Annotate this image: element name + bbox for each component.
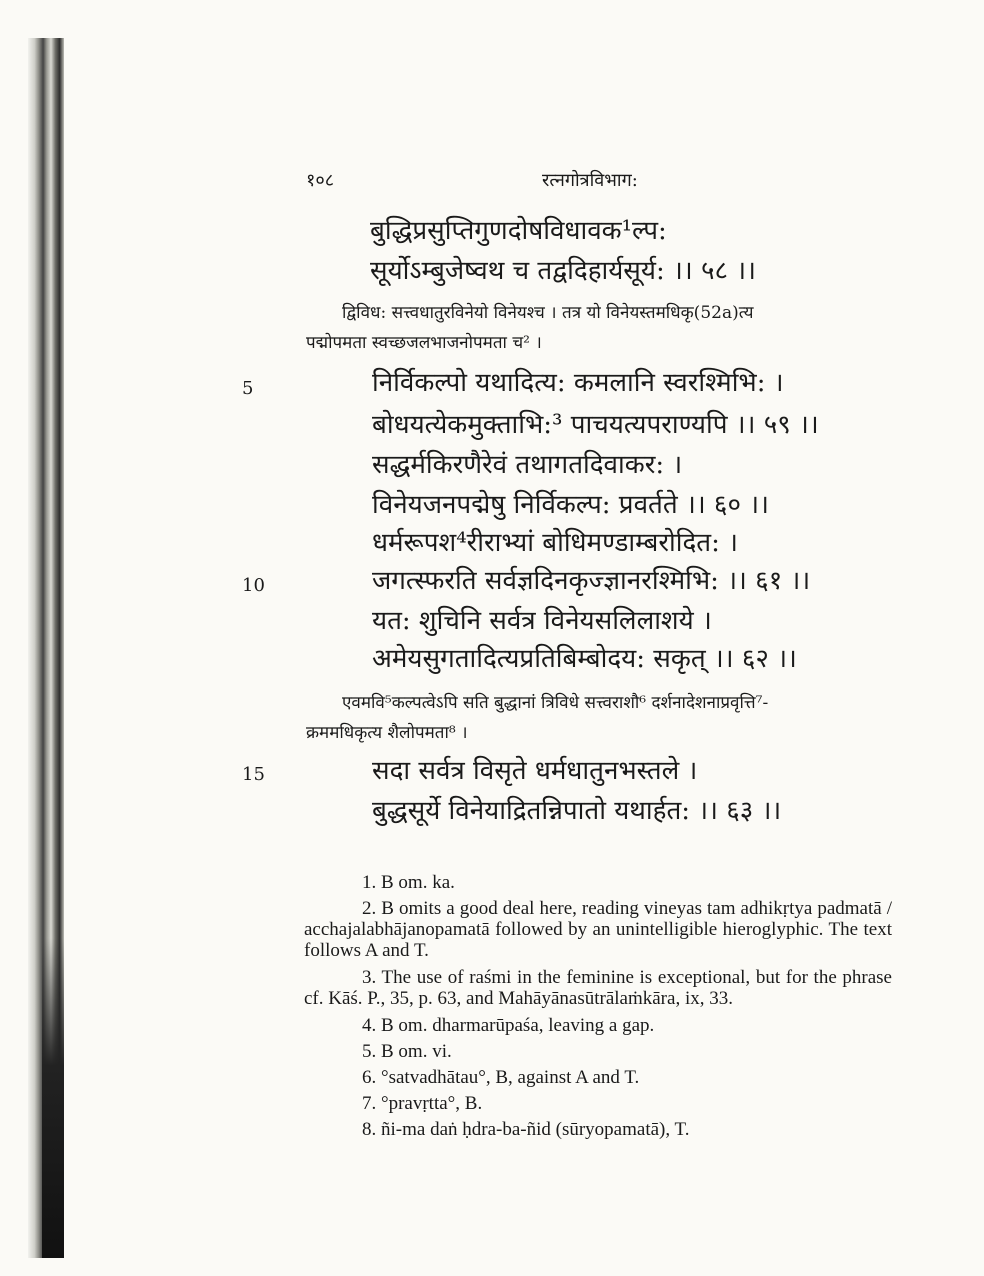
footnotes — [304, 872, 892, 1145]
verse-58-line-2: सूर्योऽम्बुजेष्वथ च तद्वदिहार्यसूर्य: ।। ५८ ।। — [370, 256, 756, 286]
line-number-10: 10 — [242, 575, 265, 596]
line-number-15: 15 — [242, 764, 265, 785]
footnote-8: 8. ñi-ma daṅ ḥdra-ba-ñid (sūryopamatā), T. — [362, 1119, 690, 1140]
footnote-1: 1. B om. ka. — [362, 872, 455, 893]
verse-63-line-1: सदा सर्वत्र विसृते धर्मधातुनभस्तले । — [372, 756, 698, 786]
verse-58-line-1: बुद्धिप्रसुप्तिगुणदोषविधावक¹ल्प: — [370, 216, 667, 246]
page-number: १०८ — [306, 170, 335, 191]
footnote-2: 2. B omits a good deal here, reading vineyas tam adhikṛtya padmatā / acchajalabhājanopamatā followed by an unintelligible hieroglyphic. The text follows A and T. — [304, 898, 892, 961]
book-spine-shadow — [28, 38, 64, 1258]
footnote-7: 7. °pravṛtta°, B. — [362, 1093, 483, 1114]
verse-62-line-2: अमेयसुगतादित्यप्रतिबिम्बोदय: सकृत् ।। ६२ ।। — [372, 644, 797, 674]
running-title: रत्नगोत्रविभाग: — [542, 170, 638, 191]
commentary-line: एवमवि⁵कल्पत्वेऽपि सति बुद्धानां त्रिविधे सत्त्वराशौ⁶ दर्शनादेशनाप्रवृत्ति⁷- — [342, 693, 769, 713]
footnote-3: 3. The use of raśmi in the feminine is exceptional, but for the phrase cf. Kāś. P., 35, p. 63, and Mahāyānasūtrālaṁkāra, ix, 33. — [304, 967, 892, 1009]
commentary-line: क्रममधिकृत्य शैलोपमता⁸ । — [306, 723, 468, 743]
verse-62-line-1: यत: शुचिनि सर्वत्र विनेयसलिलाशये । — [372, 606, 712, 636]
verse-63-line-2: बुद्धसूर्ये विनेयाद्रितन्निपातो यथार्हत: ।। ६३ ।। — [372, 796, 782, 826]
verse-61-line-1: धर्मरूपश⁴रीराभ्यां बोधिमण्डाम्बरोदित: । — [372, 528, 738, 558]
verse-60-line-1: सद्धर्मकिरणैरेवं तथागतदिवाकर: । — [372, 450, 683, 480]
verse-59-line-2: बोधयत्येकमुक्ताभि:³ पाचयत्यपराण्यपि ।। ५९ ।। — [372, 410, 819, 440]
verse-61-line-2: जगत्स्फरति सर्वज्ञदिनकृज्ज्ञानरश्मिभि: ।। ६१ ।। — [372, 566, 811, 596]
commentary-line: द्विविध: सत्त्वधातुरविनेयो विनेयश्च । तत्र यो विनेयस्तमधिकृ(52a)त्य — [342, 303, 754, 323]
verse-60-line-2: विनेयजनपद्मेषु निर्विकल्प: प्रवर्तते ।। ६० ।। — [372, 490, 769, 520]
footnote-6: 6. °satvadhātau°, B, against A and T. — [362, 1067, 640, 1088]
footnote-4: 4. B om. dharmarūpaśa, leaving a gap. — [362, 1015, 655, 1036]
footnote-5: 5. B om. vi. — [362, 1041, 452, 1062]
commentary-line: पद्मोपमता स्वच्छजलभाजनोपमता च² । — [306, 333, 542, 353]
verse-59-line-1: निर्विकल्पो यथादित्य: कमलानि स्वरश्मिभि: । — [372, 368, 784, 398]
line-number-5: 5 — [242, 378, 254, 399]
